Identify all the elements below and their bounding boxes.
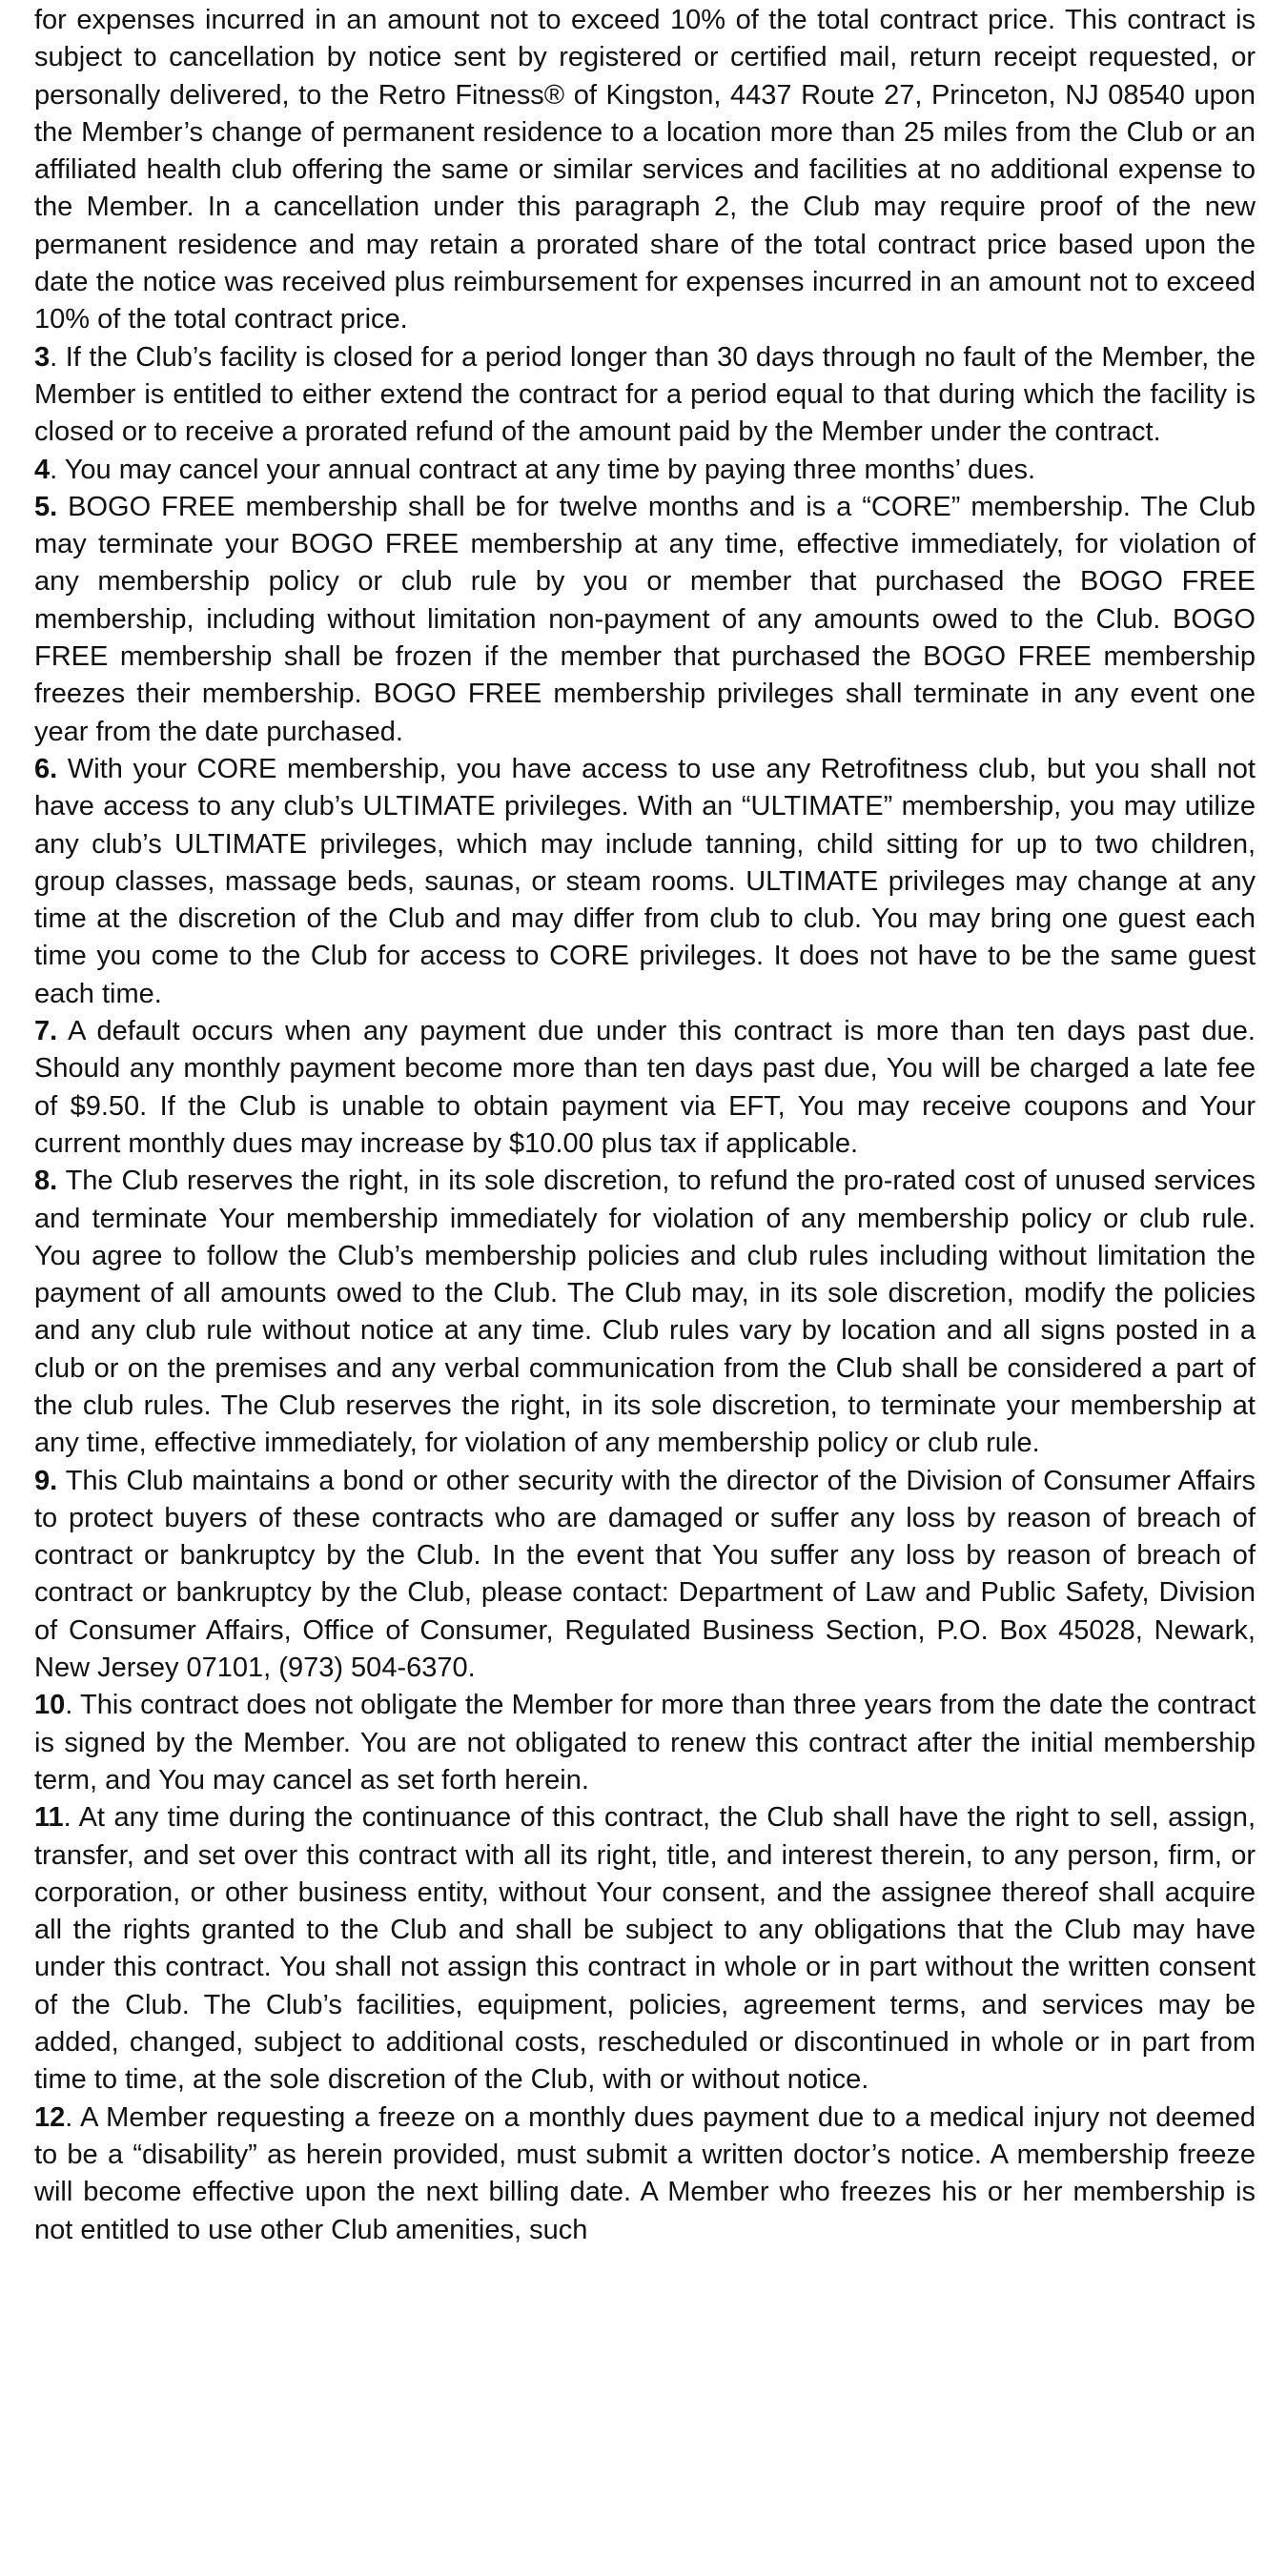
clause-9 bbox=[34, 1463, 1256, 1688]
clause-11 bbox=[34, 1799, 1256, 2099]
clause-7 bbox=[34, 1013, 1256, 1163]
clause-number: 11 bbox=[34, 1802, 64, 1834]
clause-text: The Club reserves the right, in its sole discretion, to refund the pro-rated cost of unused services and terminate Your membership immediately for violation of any membership policy or club rule. You agree to follow the Club’s membership policies and club rules including without limitation the payment of all amounts owed to the Club. The Club may, in its sole discretion, modify the policies and any club rule without notice at any time. Club rules vary by location and all signs posted in a club or on the premises and any verbal communication from the Club shall be considered a part of the club rules. The Club reserves the right, in its sole discretion, to terminate your membership at any time, effective immediately, for violation of any membership policy or club rule. bbox=[34, 1166, 1256, 1459]
clause-text: This Club maintains a bond or other security with the director of the Division of Consumer Affairs to protect buyers of these contracts who are damaged or suffer any loss by reason of breach of contract or bankruptcy by the Club. In the event that You suffer any loss by reason of breach of contract or bankruptcy by the Club, please contact: Department of Law and Public Safety, Division of Consumer Affairs, Office of Consumer, Regulated Business Section, P.O. Box 45028, Newark, New Jersey 07101, (973) 504-6370. bbox=[34, 1465, 1256, 1684]
clause-text: for expenses incurred in an amount not to exceed 10% of the total contract price. This contract is subject to cancellation by notice sent by registered or certified mail, return receipt requested, or personally delivered, to the Retro Fitness® of Kingston, 4437 Route 27, Princeton, NJ 08540 upon the Member’s change of permanent residence to a location more than 25 miles from the Club or an affiliated health club offering the same or similar services and facilities at no additional expense to the Member. In a cancellation under this paragraph 2, the Club may require proof of the new permanent residence and may retain a prorated share of the total contract price based upon the date the notice was received plus reimbursement for expenses incurred in an amount not to exceed 10% of the total contract price. bbox=[34, 5, 1256, 335]
clause-12 bbox=[34, 2099, 1256, 2249]
clause-number: 12 bbox=[34, 2101, 66, 2133]
clause-text: . If the Club’s facility is closed for a period longer than 30 days through no fault of the Member, the Member is entitled to either extend the contract for a period equal to that during which the facility is closed or to receive a prorated refund of the amount paid by the Member under the contract. bbox=[34, 341, 1256, 448]
clause-4 bbox=[34, 452, 1256, 489]
clause-number: 8. bbox=[34, 1166, 58, 1197]
clause-3 bbox=[34, 339, 1256, 452]
clause-text: . You may cancel your annual contract at any time by paying three months’ dues. bbox=[50, 454, 1036, 485]
paragraph-continuation bbox=[34, 2, 1256, 339]
clause-5 bbox=[34, 489, 1256, 751]
clause-number: 3 bbox=[34, 341, 51, 373]
clause-text: . At any time during the continuance of this contract, the Club shall have the right to sell, assign, transfer, and set over this contract with all its right, title, and interest therein, to any person, firm, or corporation, or other business entity, without Your consent, and the assignee thereof shall acquire all the rights granted to the Club and shall be subject to any obligations that the Club may have under this contract. You shall not assign this contract in whole or in part without the written consent of the Club. The Club’s facilities, equipment, policies, agreement terms, and services may be added, changed, subject to additional costs, rescheduled or discontinued in whole or in part from time to time, at the sole discretion of the Club, with or without notice. bbox=[34, 1802, 1256, 2096]
clause-text: A default occurs when any payment due under this contract is more than ten days past due. Should any monthly payment become more than ten days past due, You will be charged a late fee of $9.50. If the Club is unable to obtain payment via EFT, You may receive coupons and Your current monthly dues may increase by $10.00 plus tax if applicable. bbox=[34, 1016, 1256, 1159]
clause-10 bbox=[34, 1687, 1256, 1799]
clause-number: 7. bbox=[34, 1016, 58, 1047]
clause-6 bbox=[34, 751, 1256, 1013]
clause-number: 4 bbox=[34, 454, 51, 485]
clause-8 bbox=[34, 1163, 1256, 1462]
clause-text: . A Member requesting a freeze on a monthly dues payment due to a medical injury not deemed to be a “disability” as herein provided, must submit a written doctor’s notice. A membership freeze will become effective upon the next billing date. A Member who freezes his or her membership is not entitled to use other Club amenities, such bbox=[34, 2101, 1256, 2245]
clause-number: 5. bbox=[34, 491, 58, 522]
clause-number: 6. bbox=[34, 753, 58, 784]
clause-number: 9. bbox=[34, 1465, 58, 1496]
clause-text: . This contract does not obligate the Member for more than three years from the date the contract is signed by the Member. You are not obligated to renew this contract after the initial membership term, and You may cancel as set forth herein. bbox=[34, 1690, 1256, 1795]
clause-text: BOGO FREE membership shall be for twelve months and is a “CORE” membership. The Club may terminate your BOGO FREE membership at any time, effective immediately, for violation of any membership policy or club rule by you or member that purchased the BOGO FREE membership, including without limitation non-payment of any amounts owed to the Club. BOGO FREE membership shall be frozen if the member that purchased the BOGO FREE membership freezes their membership. BOGO FREE membership privileges shall terminate in any event one year from the date purchased. bbox=[34, 491, 1256, 747]
clause-number: 10 bbox=[34, 1690, 66, 1721]
clause-text: With your CORE membership, you have access to use any Retrofitness club, but you shall not have access to any club’s ULTIMATE privileges. With an “ULTIMATE” membership, you may utilize any club’s ULTIMATE privileges, which may include tanning, child sitting for up to two children, group classes, massage beds, saunas, or steam rooms. ULTIMATE privileges may change at any time at the discretion of the Club and may differ from club to club. You may bring one guest each time you come to the Club for access to CORE privileges. It does not have to be the same guest each time. bbox=[34, 753, 1256, 1009]
